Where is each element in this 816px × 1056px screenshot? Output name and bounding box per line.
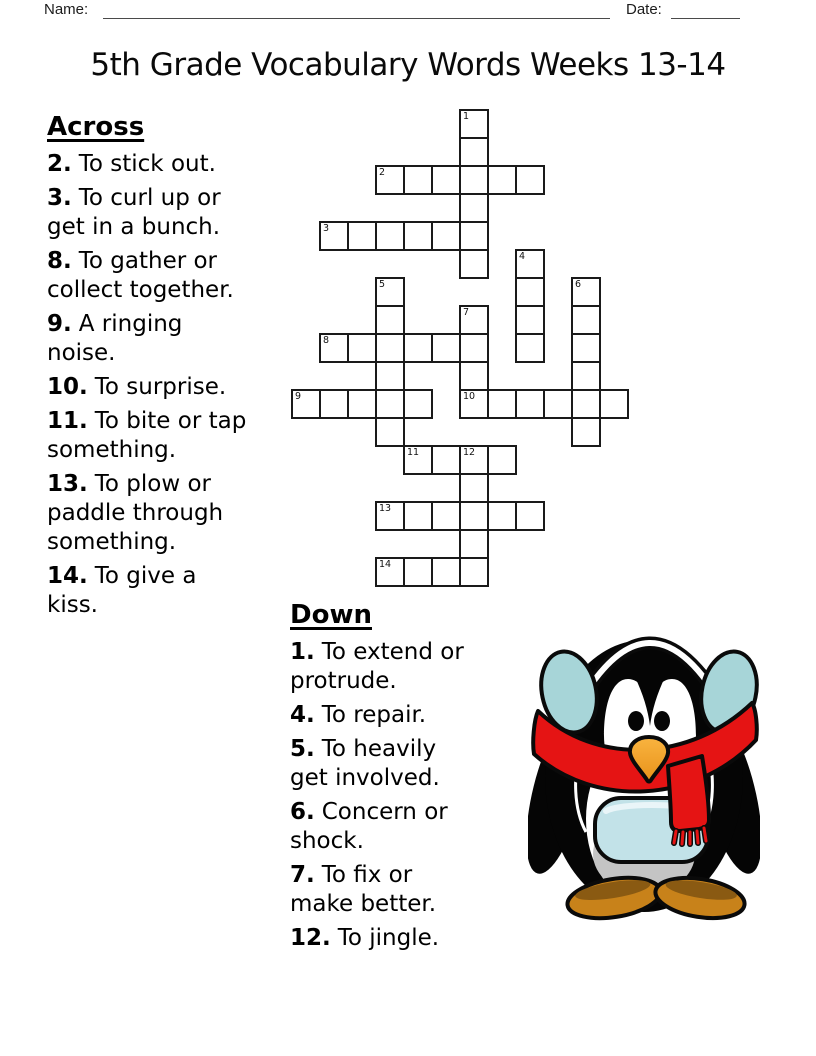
- clue-text: To heavily get involved.: [290, 736, 440, 791]
- grid-cell: [459, 361, 489, 391]
- grid-cell: [375, 557, 405, 587]
- grid-cell: [487, 389, 517, 419]
- down-heading: Down: [290, 600, 372, 630]
- grid-cell: [571, 417, 601, 447]
- grid-cell-number: 1: [463, 111, 470, 122]
- grid-cell: [459, 137, 489, 167]
- grid-cell: [459, 501, 489, 531]
- grid-cell: [431, 333, 461, 363]
- across-heading: Across: [47, 112, 145, 142]
- grid-cell: [347, 221, 377, 251]
- clue-number: 13.: [47, 471, 88, 497]
- clue-number: 9.: [47, 311, 72, 337]
- clue-item: [47, 184, 247, 242]
- clue-text: To surprise.: [94, 374, 227, 400]
- grid-cell: [403, 165, 433, 195]
- grid-cell: [571, 333, 601, 363]
- grid-cell: [375, 501, 405, 531]
- clue-text: To plow or paddle through something.: [47, 471, 224, 555]
- grid-cell: [459, 305, 489, 335]
- grid-cell: [319, 221, 349, 251]
- clue-item: [290, 861, 480, 919]
- name-blank-line: [103, 0, 610, 19]
- grid-cell: [515, 165, 545, 195]
- clue-number: 14.: [47, 563, 88, 589]
- grid-cell: [431, 165, 461, 195]
- down-clue-list: [290, 638, 480, 953]
- grid-cell: [459, 445, 489, 475]
- clue-number: 8.: [47, 248, 72, 274]
- grid-cell: [515, 389, 545, 419]
- grid-cell: [571, 277, 601, 307]
- grid-cell-number: 6: [575, 279, 582, 290]
- name-label: Name:: [44, 1, 89, 18]
- grid-cell: [375, 165, 405, 195]
- clue-text: To stick out.: [78, 151, 216, 177]
- grid-cell: [291, 389, 321, 419]
- scarf-tail: [668, 756, 709, 844]
- clue-number: 3.: [47, 185, 72, 211]
- grid-cell: [543, 389, 573, 419]
- grid-cell: [347, 333, 377, 363]
- clue-text: To fix or make better.: [290, 862, 437, 917]
- clue-number: 11.: [47, 408, 88, 434]
- clue-item: [47, 150, 247, 179]
- clue-text: Concern or shock.: [290, 799, 448, 854]
- clue-text: To extend or protrude.: [290, 639, 464, 694]
- grid-cell-number: 11: [407, 447, 420, 458]
- grid-cell: [459, 165, 489, 195]
- grid-cell: [599, 389, 629, 419]
- clue-text: To give a kiss.: [47, 563, 197, 618]
- clue-item: [47, 562, 247, 620]
- clue-text: To bite or tap something.: [47, 408, 247, 463]
- grid-cell: [487, 165, 517, 195]
- clue-number: 5.: [290, 736, 315, 762]
- grid-cell-number: 2: [379, 167, 386, 178]
- grid-cell: [459, 249, 489, 279]
- date-blank-line: [671, 0, 740, 19]
- date-label: Date:: [626, 1, 662, 18]
- grid-cell: [515, 333, 545, 363]
- grid-cell: [431, 501, 461, 531]
- clue-text: To gather or collect together.: [47, 248, 234, 303]
- grid-cell: [403, 389, 433, 419]
- grid-cell: [515, 277, 545, 307]
- grid-cell: [375, 389, 405, 419]
- penguin-right-eye: [654, 711, 670, 731]
- clue-text: A ringing noise.: [47, 311, 183, 366]
- clue-item: [47, 373, 247, 402]
- grid-cell: [515, 501, 545, 531]
- grid-cell: [403, 557, 433, 587]
- clue-number: 12.: [290, 925, 331, 951]
- grid-cell: [459, 389, 489, 419]
- clue-item: [290, 735, 480, 793]
- grid-cell: [515, 249, 545, 279]
- grid-cell-number: 5: [379, 279, 386, 290]
- grid-cell: [571, 389, 601, 419]
- clue-text: To jingle.: [337, 925, 440, 951]
- grid-cell: [459, 193, 489, 223]
- grid-cell: [375, 417, 405, 447]
- grid-cell: [571, 305, 601, 335]
- clue-item: [290, 701, 480, 730]
- grid-cell: [319, 333, 349, 363]
- across-section: [47, 112, 247, 625]
- grid-cell-number: 7: [463, 307, 470, 318]
- grid-cell: [431, 221, 461, 251]
- grid-cell-number: 8: [323, 335, 330, 346]
- grid-cell: [403, 221, 433, 251]
- grid-cell: [375, 305, 405, 335]
- clue-text: To curl up or get in a bunch.: [47, 185, 221, 240]
- down-section: [290, 600, 480, 958]
- clue-item: [47, 247, 247, 305]
- grid-cell: [459, 333, 489, 363]
- grid-cell-number: 12: [463, 447, 476, 458]
- across-clue-list: [47, 150, 247, 620]
- grid-cell: [459, 529, 489, 559]
- grid-cell: [459, 221, 489, 251]
- grid-cell-number: 4: [519, 251, 526, 262]
- clue-item: [290, 924, 480, 953]
- grid-cell-number: 9: [295, 391, 302, 402]
- grid-cell: [431, 557, 461, 587]
- grid-cell: [459, 473, 489, 503]
- grid-cell: [431, 445, 461, 475]
- grid-cell-number: 14: [379, 559, 392, 570]
- grid-cell-number: 10: [463, 391, 476, 402]
- grid-cell: [403, 333, 433, 363]
- grid-cell: [487, 445, 517, 475]
- grid-cell: [375, 277, 405, 307]
- clue-number: 7.: [290, 862, 315, 888]
- grid-cell: [487, 501, 517, 531]
- penguin-illustration: [528, 614, 760, 926]
- grid-cell: [347, 389, 377, 419]
- grid-cell: [375, 361, 405, 391]
- grid-cell: [403, 501, 433, 531]
- clue-text: To repair.: [321, 702, 427, 728]
- clue-item: [47, 310, 247, 368]
- grid-cell: [459, 557, 489, 587]
- clue-number: 2.: [47, 151, 72, 177]
- clue-item: [290, 638, 480, 696]
- grid-cell-number: 13: [379, 503, 392, 514]
- clue-number: 1.: [290, 639, 315, 665]
- clue-item: [47, 407, 247, 465]
- page-title: 5th Grade Vocabulary Words Weeks 13-14: [90, 47, 726, 83]
- penguin-left-eye: [628, 711, 644, 731]
- grid-cell: [459, 109, 489, 139]
- clue-number: 6.: [290, 799, 315, 825]
- grid-cell-number: 3: [323, 223, 330, 234]
- grid-cell: [403, 445, 433, 475]
- grid-cell: [571, 361, 601, 391]
- clue-number: 4.: [290, 702, 315, 728]
- grid-cell: [319, 389, 349, 419]
- clue-number: 10.: [47, 374, 88, 400]
- clue-item: [47, 470, 247, 557]
- grid-cell: [375, 221, 405, 251]
- grid-cell: [375, 333, 405, 363]
- grid-cell: [515, 305, 545, 335]
- clue-item: [290, 798, 480, 856]
